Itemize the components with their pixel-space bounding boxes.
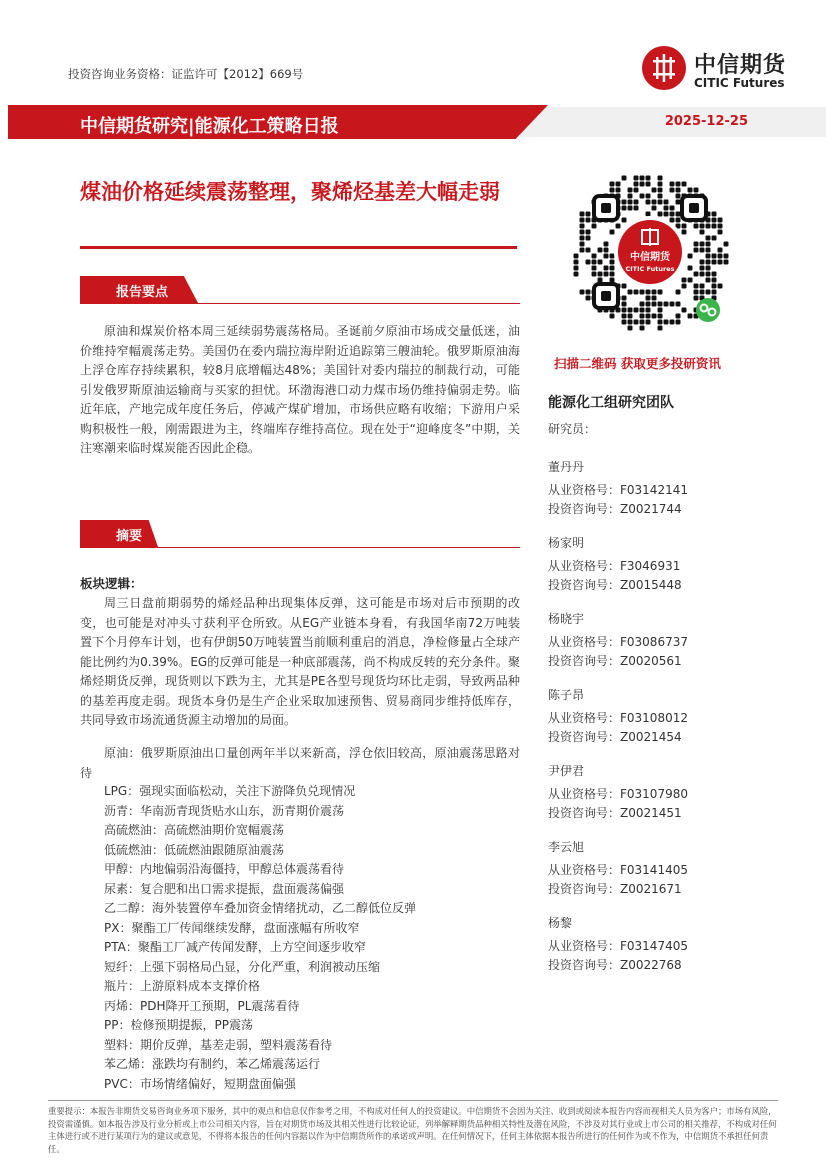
researcher-card — [548, 914, 778, 975]
list-item: PP：检修预期提振，PP震荡 — [104, 1018, 253, 1032]
researcher-name: 杨晓宇 — [548, 612, 585, 626]
logo-mark-icon — [642, 46, 686, 90]
researcher-consult-id: 投资咨询号：Z0021451 — [548, 806, 682, 820]
researcher-qualification: 从业资格号：F3046931 — [548, 559, 681, 573]
commodity-list — [80, 782, 520, 1094]
researcher-qualification: 从业资格号：F03142141 — [548, 483, 688, 497]
list-item: 高硫燃油：高硫燃油期价宽幅震荡 — [104, 823, 285, 837]
researcher-card — [548, 458, 778, 519]
researcher-name: 陈子昂 — [548, 688, 585, 702]
researcher-card — [548, 686, 778, 747]
researcher-consult-id: 投资咨询号：Z0021671 — [548, 882, 682, 896]
logo-en: CITIC Futures — [694, 76, 785, 90]
list-item: 瓶片：上游原料成本支撑价格 — [104, 979, 261, 993]
key-points-text: 原油和煤炭价格本周三延续弱势震荡格局。圣诞前夕原油市场成交量低迷，油价维持窄幅震荡走势。美国仍在委内瑞拉海岸附近追踪第三艘油轮。俄罗斯原油海上浮仓库存持续累积，较8月底增幅达48%；美国针对委内瑞拉的制裁行动，可能引发俄罗斯原油运输商与买家的担忧。环渤海港口动力煤市场仍维持偏弱走势。临近年底，产地完成年度任务后，停减产煤矿增加，市场供应略有收缩；下游用户采购积极性一般，刚需跟进为主，终端库存维持高位。现在处于“迎峰度冬”中期，关注寒潮来临时煤炭能否因此企稳。 — [80, 324, 520, 455]
section-key-points-label: 报告要点 — [116, 285, 169, 300]
list-item: 甲醇：内地偏弱沿海僵持，甲醇总体震荡看待 — [104, 862, 345, 876]
report-header — [0, 105, 826, 139]
researcher-consult-id: 投资咨询号：Z0021454 — [548, 730, 682, 744]
block-logic-heading: 板块逻辑： — [80, 576, 143, 591]
researcher-consult-id: 投资咨询号：Z0020561 — [548, 654, 682, 668]
list-item: PTA：聚酯工厂减产传闻发酵，上方空间逐步收窄 — [104, 940, 366, 954]
researcher-card — [548, 838, 778, 899]
title-divider — [80, 246, 517, 249]
list-item: 低硫燃油：低硫燃油跟随原油震荡 — [104, 842, 285, 857]
researcher-name: 董丹丹 — [548, 460, 585, 474]
researcher-consult-id: 投资咨询号：Z0021744 — [548, 502, 682, 516]
disclaimer-text: 重要提示：本报告非期货交易咨询业务项下服务，其中的观点和信息仅作参考之用，不构成对任何人的投资建议。中信期货不会因为关注、收到或阅读本报告内容而视相关人员为客户；市场有风险，投资需谨慎。如本报告涉及行业分析或上市公司相关内容，旨在对期货市场及其相关性进行比较论证，列举解释期货品种相关特性及潜在风险，不涉及对其行业或上市公司的相关推荐，不构成对任何主体进行或不进行某项行为的建议或意见，不得将本报告的任何内容据以作为中信期货所作的承诺或声明。在任何情况下，任何主体依据本报告所进行的任何作为或不作为，中信期货不承担任何责任。 — [48, 1106, 777, 1154]
list-item: PVC：市场情绪偏好，短期盘面偏强 — [104, 1076, 296, 1091]
section-summary-label: 摘要 — [116, 529, 143, 544]
license-text: 投资咨询业务资格：证监许可【2012】669号 — [68, 67, 304, 81]
footer-divider — [48, 1100, 778, 1101]
researcher-qualification: 从业资格号：F03108012 — [548, 711, 688, 725]
team-title: 能源化工组研究团队 — [548, 395, 674, 411]
qr-code[interactable] — [566, 168, 734, 336]
team-subtitle: 研究员： — [548, 422, 597, 436]
section-summary — [80, 520, 520, 548]
list-item: PX：聚酯工厂传闻继续发酵，盘面涨幅有所收窄 — [104, 920, 360, 935]
researcher-card — [548, 534, 778, 595]
list-item: 塑料：期价反弹，基差走弱，塑料震荡看待 — [104, 1037, 333, 1052]
researcher-name: 尹伊君 — [548, 764, 585, 778]
report-title: 煤油价格延续震荡整理，聚烯烃基差大幅走弱 — [80, 180, 500, 204]
qr-badge-cn: 中信期货 — [630, 252, 670, 263]
list-item: LPG：强现实面临松动，关注下游降负兑现情况 — [104, 784, 356, 798]
researcher-qualification: 从业资格号：F03107980 — [548, 787, 688, 801]
researcher-consult-id: 投资咨询号：Z0022768 — [548, 958, 682, 972]
report-date: 2025-12-25 — [664, 114, 748, 129]
researcher-qualification: 从业资格号：F03141405 — [548, 863, 688, 877]
researcher-name: 杨家明 — [548, 536, 585, 550]
section-key-points — [80, 276, 520, 304]
researcher-consult-id: 投资咨询号：Z0015448 — [548, 578, 682, 592]
qr-caption: 扫描二维码 获取更多投研资讯 — [554, 356, 721, 371]
list-item: 尿素：复合肥和出口需求提振，盘面震荡偏强 — [104, 881, 345, 896]
researcher-name: 杨黎 — [548, 916, 573, 930]
researcher-card — [548, 610, 778, 671]
researcher-qualification: 从业资格号：F03147405 — [548, 939, 688, 953]
list-item: 短纤：上强下弱格局凸显，分化严重，利润被动压缩 — [104, 959, 381, 974]
researcher-name: 李云旭 — [548, 840, 585, 854]
report-series-title: 中信期货研究|能源化工策略日报 — [80, 116, 339, 137]
list-item: 乙二醇：海外装置停车叠加资金情绪扰动，乙二醇低位反弹 — [104, 901, 417, 915]
logo-cn: 中信期货 — [694, 53, 787, 78]
block-logic-text: 周三日盘前期弱势的烯烃品种出现集体反弹，这可能是市场对后市预期的改变，也可能是对冲头寸获利平仓所致。从EG产业链本身看，有我国华南72万吨装置下个月停车计划，也有伊朗50万吨装置当前顺利重启的消息，净检修量占全球产能比例约为0.39%。EG的反弹可能是一种底部震荡，尚不构成反转的充分条件。聚烯烃期货反弹，现货则以下跌为主，尤其是PE各型号现货均环比走弱，导致两品种的基差再度走弱。现货本身仍是生产企业采取加速预售、贸易商同步维持低库存，共同导致市场流通货源主动增加的局面。 — [80, 596, 520, 727]
qr-badge-en: CITIC Futures — [625, 265, 675, 273]
citic-futures-logo — [642, 44, 802, 96]
list-item: 沥青：华南沥青现货贴水山东，沥青期价震荡 — [104, 803, 345, 818]
list-item: 丙烯：PDH降开工预期，PL震荡看待 — [104, 998, 300, 1013]
crude-oil-text: 原油：俄罗斯原油出口量创两年半以来新高，浮仓依旧较高，原油震荡思路对待 — [80, 746, 520, 780]
researcher-qualification: 从业资格号：F03086737 — [548, 635, 688, 649]
researcher-card — [548, 762, 778, 823]
list-item: 苯乙烯：涨跌均有制约，苯乙烯震荡运行 — [104, 1057, 321, 1071]
